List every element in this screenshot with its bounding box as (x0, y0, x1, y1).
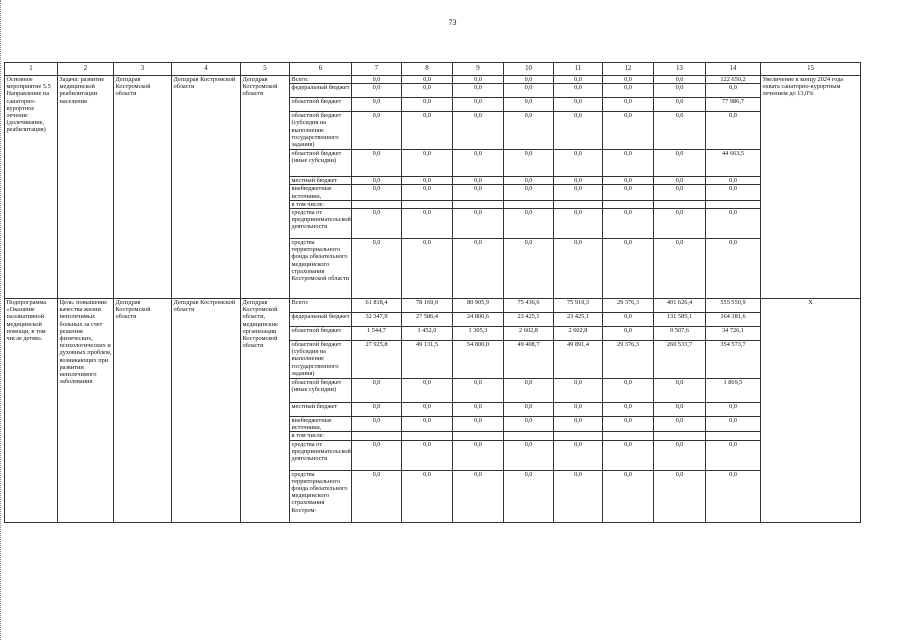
header-col-9: 9 (453, 63, 504, 76)
value-cell: 1 305,3 (453, 327, 504, 341)
value-cell: 0,0 (554, 379, 603, 403)
value-cell: 0,0 (603, 185, 654, 200)
value-cell: 0,0 (352, 98, 402, 112)
funding-source-label: внебюджетные источники, (290, 185, 352, 200)
value-cell: 0,0 (504, 76, 554, 84)
value-cell: 0,0 (554, 177, 603, 185)
value-cell (352, 200, 402, 208)
value-cell: 0,0 (453, 403, 504, 417)
funding-source-label: внебюджетные источники, (290, 417, 352, 432)
value-cell: 0,0 (352, 239, 402, 299)
value-cell: 0,0 (352, 112, 402, 150)
value-cell: 0,0 (352, 417, 402, 432)
value-cell: 0,0 (504, 403, 554, 417)
value-cell: 0,0 (603, 98, 654, 112)
value-cell: 555 550,9 (706, 299, 761, 313)
value-cell (603, 432, 654, 440)
value-cell: 0,0 (453, 76, 504, 84)
value-cell: 0,0 (352, 84, 402, 98)
value-cell: 0,0 (402, 76, 453, 84)
funding-source-label: областной бюджет (иные субсидии) (290, 150, 352, 177)
block2-c1: Подпрограмма «Оказание паллиативной медицинской помощи, в том числе детям» (5, 299, 58, 523)
funding-source-label: областной бюджет (иные субсидии) (290, 379, 352, 403)
value-cell (706, 200, 761, 208)
value-cell (603, 200, 654, 208)
header-col-1: 1 (5, 63, 58, 76)
value-cell: 0,0 (706, 177, 761, 185)
value-cell: 0,0 (603, 239, 654, 299)
value-cell: 0,0 (554, 112, 603, 150)
value-cell: 0,0 (654, 403, 706, 417)
funding-source-label: Всего: (290, 76, 352, 84)
funding-source-label: средства территориального фонда обязательного медицинского страхования Костромской области (290, 239, 352, 299)
value-cell: 0,0 (352, 470, 402, 522)
value-cell: 0,0 (706, 440, 761, 470)
header-col-2: 2 (58, 63, 114, 76)
value-cell: 0,0 (706, 84, 761, 98)
value-cell: 0,0 (654, 470, 706, 522)
block2-row (5, 299, 861, 313)
value-cell: 0,0 (352, 379, 402, 403)
value-cell (554, 200, 603, 208)
value-cell: 24 800,6 (453, 313, 504, 327)
value-cell: 0,0 (402, 440, 453, 470)
header-col-6: 6 (290, 63, 352, 76)
value-cell: 9 507,6 (654, 327, 706, 341)
value-cell (504, 432, 554, 440)
block2-c2: Цель: повышение качества жизни неизлечимых больных за счет решения физических, психологических и духовных проблем, возникающих при развитии неизлечимого заболевания (58, 299, 114, 523)
value-cell: 0,0 (402, 177, 453, 185)
header-col-14: 14 (706, 63, 761, 76)
value-cell: 0,0 (402, 209, 453, 239)
value-cell: 0,0 (352, 185, 402, 200)
value-cell: 0,0 (603, 112, 654, 150)
value-cell: 23 425,1 (504, 313, 554, 327)
value-cell: 0,0 (554, 84, 603, 98)
block1-c1: Основное мероприятие 5.5 Направление на санаторно-курортное лечение (долечивание, реабилитация) (5, 76, 58, 299)
value-cell: 0,0 (603, 150, 654, 177)
header-col-15: 15 (761, 63, 861, 76)
value-cell: 0,0 (554, 417, 603, 432)
block2-c15: Х (761, 299, 861, 523)
value-cell: 0,0 (402, 417, 453, 432)
funding-source-label: областной бюджет (субсидия на выполнение государственного задания) (290, 341, 352, 379)
value-cell: 0,0 (504, 417, 554, 432)
value-cell: 0,0 (706, 185, 761, 200)
value-cell: 131 585,1 (654, 313, 706, 327)
value-cell: 0,0 (352, 76, 402, 84)
value-cell: 1 544,7 (352, 327, 402, 341)
value-cell: 0,0 (603, 379, 654, 403)
value-cell: 0,0 (402, 470, 453, 522)
value-cell: 0,0 (654, 112, 706, 150)
value-cell: 0,0 (554, 440, 603, 470)
funding-source-label: в том числе: (290, 200, 352, 208)
value-cell: 0,0 (706, 209, 761, 239)
value-cell (504, 200, 554, 208)
value-cell: 354 573,7 (706, 341, 761, 379)
value-cell: 29 376,3 (603, 341, 654, 379)
value-cell (654, 200, 706, 208)
value-cell: 0,0 (706, 417, 761, 432)
value-cell: 0,0 (706, 403, 761, 417)
value-cell (554, 432, 603, 440)
value-cell: 0,0 (504, 177, 554, 185)
value-cell: 0,0 (504, 239, 554, 299)
budget-table (4, 62, 861, 523)
value-cell: 0,0 (453, 417, 504, 432)
block1-row (5, 76, 861, 84)
value-cell: 44 663,5 (706, 150, 761, 177)
value-cell: 0,0 (402, 150, 453, 177)
value-cell: 0,0 (504, 185, 554, 200)
value-cell: 0,0 (654, 76, 706, 84)
funding-source-label: средства территориального фонда обязательного медицинского страхования Костром- (290, 470, 352, 522)
block2-c4: Депздрав Костромской области (172, 299, 241, 523)
value-cell: 0,0 (453, 239, 504, 299)
value-cell: 1 452,0 (402, 327, 453, 341)
value-cell: 0,0 (654, 440, 706, 470)
header-col-13: 13 (654, 63, 706, 76)
value-cell: 27 586,4 (402, 313, 453, 327)
value-cell: 0,0 (453, 84, 504, 98)
value-cell: 401 626,4 (654, 299, 706, 313)
value-cell: 0,0 (654, 239, 706, 299)
value-cell (654, 432, 706, 440)
value-cell: 0,0 (453, 185, 504, 200)
funding-source-label: областной бюджет (290, 98, 352, 112)
value-cell: 0,0 (554, 239, 603, 299)
value-cell: 0,0 (654, 177, 706, 185)
value-cell: 0,0 (654, 98, 706, 112)
value-cell: 164 381,6 (706, 313, 761, 327)
value-cell: 0,0 (402, 84, 453, 98)
value-cell: 80 905,9 (453, 299, 504, 313)
value-cell: 0,0 (453, 379, 504, 403)
value-cell: 0,0 (554, 403, 603, 417)
value-cell: 34 726,1 (706, 327, 761, 341)
value-cell: 0,0 (504, 379, 554, 403)
block1-c2: Задача: развитие медицинской реабилитации населения (58, 76, 114, 299)
value-cell: 0,0 (706, 239, 761, 299)
value-cell: 0,0 (654, 185, 706, 200)
value-cell: 27 925,8 (352, 341, 402, 379)
header-col-10: 10 (504, 63, 554, 76)
funding-source-label: в том числе: (290, 432, 352, 440)
value-cell: 0,0 (402, 185, 453, 200)
value-cell: 0,0 (504, 470, 554, 522)
value-cell (402, 200, 453, 208)
value-cell: 0,0 (554, 185, 603, 200)
funding-source-label: средства от предпринимательской деятельности (290, 440, 352, 470)
value-cell: 0,0 (554, 98, 603, 112)
value-cell: 23 425,1 (554, 313, 603, 327)
value-cell: 0,0 (654, 379, 706, 403)
value-cell: 0,0 (453, 150, 504, 177)
header-col-7: 7 (352, 63, 402, 76)
header-col-3: 3 (114, 63, 172, 76)
value-cell: 0,0 (504, 150, 554, 177)
value-cell: 0,0 (504, 98, 554, 112)
value-cell: 0,0 (352, 440, 402, 470)
value-cell: 32 347,9 (352, 313, 402, 327)
value-cell: 54 800,0 (453, 341, 504, 379)
value-cell: 0,0 (453, 209, 504, 239)
value-cell: 75 436,6 (504, 299, 554, 313)
value-cell: 49 891,4 (554, 341, 603, 379)
value-cell: 0,0 (453, 98, 504, 112)
value-cell: 0,0 (654, 209, 706, 239)
funding-source-label: местный бюджет (290, 403, 352, 417)
value-cell: 0,0 (603, 403, 654, 417)
page-number: 73 (448, 18, 457, 27)
value-cell: 49 408,7 (504, 341, 554, 379)
value-cell: 122 650,2 (706, 76, 761, 84)
value-cell: 0,0 (603, 440, 654, 470)
value-cell: 1 869,5 (706, 379, 761, 403)
value-cell: 0,0 (554, 76, 603, 84)
value-cell: 0,0 (504, 112, 554, 150)
funding-source-label: федеральный бюджет (290, 313, 352, 327)
value-cell (402, 432, 453, 440)
value-cell: 0,0 (504, 440, 554, 470)
value-cell: 260 533,7 (654, 341, 706, 379)
block1-c15: Увеличение к концу 2024 года охвата санаторно-курортным лечением до 13,0% (761, 76, 861, 299)
value-cell: 0,0 (654, 150, 706, 177)
value-cell: 0,0 (554, 150, 603, 177)
header-col-4: 4 (172, 63, 241, 76)
value-cell (706, 432, 761, 440)
value-cell: 0,0 (402, 112, 453, 150)
value-cell (453, 432, 504, 440)
funding-source-label: федеральный бюджет (290, 84, 352, 98)
value-cell: 0,0 (603, 177, 654, 185)
value-cell: 0,0 (654, 84, 706, 98)
header-col-12: 12 (603, 63, 654, 76)
value-cell: 0,0 (352, 209, 402, 239)
value-cell: 49 131,5 (402, 341, 453, 379)
value-cell (453, 200, 504, 208)
block1-c3: Депздрав Костромской области (114, 76, 172, 299)
value-cell: 0,0 (453, 112, 504, 150)
funding-source-label: средства от предпринимательской деятельности (290, 209, 352, 239)
header-col-8: 8 (402, 63, 453, 76)
value-cell: 2 602,8 (554, 327, 603, 341)
value-cell: 0,0 (554, 209, 603, 239)
value-cell: 0,0 (654, 417, 706, 432)
block1-c5: Депздрав Костромской области (241, 76, 290, 299)
value-cell: 77 986,7 (706, 98, 761, 112)
value-cell: 0,0 (453, 440, 504, 470)
header-row (5, 63, 861, 76)
header-col-11: 11 (554, 63, 603, 76)
value-cell: 75 919,3 (554, 299, 603, 313)
value-cell: 0,0 (352, 177, 402, 185)
block1-c4: Депздрав Костромской области (172, 76, 241, 299)
value-cell: 78 169,9 (402, 299, 453, 313)
block2-c5: Депздрав Костромской области, медицинские организации Костромской области (241, 299, 290, 523)
value-cell: 0,0 (504, 84, 554, 98)
value-cell: 0,0 (402, 98, 453, 112)
value-cell: 0,0 (603, 209, 654, 239)
value-cell: 0,0 (352, 403, 402, 417)
value-cell: 29 376,3 (603, 299, 654, 313)
value-cell: 0,0 (504, 209, 554, 239)
value-cell: 0,0 (352, 150, 402, 177)
funding-source-label: областной бюджет (субсидия на выполнение государственного задания) (290, 112, 352, 150)
block2-c3: Депздрав Костромской области (114, 299, 172, 523)
value-cell: 0,0 (402, 239, 453, 299)
value-cell: 0,0 (603, 417, 654, 432)
funding-source-label: Всего: (290, 299, 352, 313)
value-cell: 0,0 (706, 470, 761, 522)
value-cell: 0,0 (603, 76, 654, 84)
value-cell: 61 818,4 (352, 299, 402, 313)
value-cell: 0,0 (453, 470, 504, 522)
value-cell: 0,0 (554, 470, 603, 522)
value-cell: 2 602,8 (504, 327, 554, 341)
value-cell: 0,0 (453, 177, 504, 185)
funding-source-label: областной бюджет (290, 327, 352, 341)
value-cell: 0,0 (603, 327, 654, 341)
value-cell: 0,0 (603, 470, 654, 522)
value-cell: 0,0 (402, 403, 453, 417)
header-col-5: 5 (241, 63, 290, 76)
value-cell: 0,0 (603, 313, 654, 327)
value-cell (352, 432, 402, 440)
value-cell: 0,0 (402, 379, 453, 403)
value-cell: 0,0 (706, 112, 761, 150)
value-cell: 0,0 (603, 84, 654, 98)
funding-source-label: местный бюджет (290, 177, 352, 185)
